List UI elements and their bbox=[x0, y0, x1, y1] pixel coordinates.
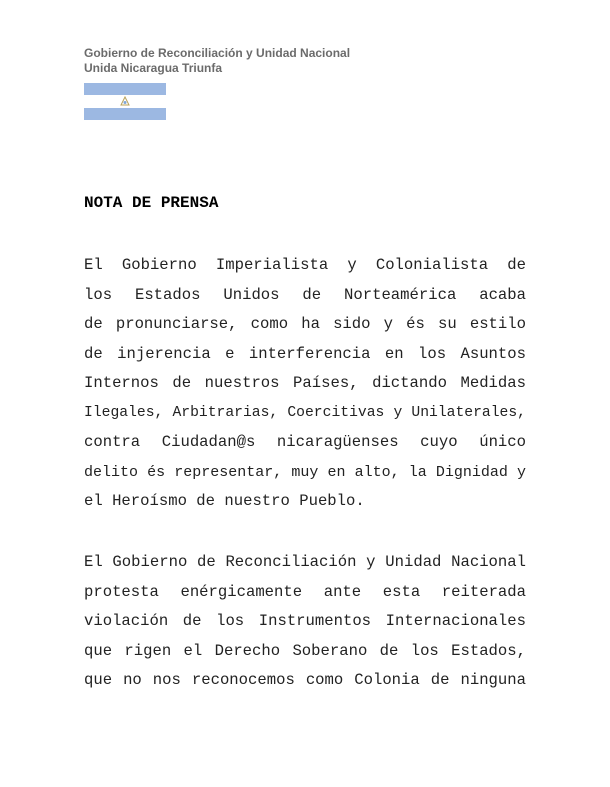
flag-emblem-icon bbox=[120, 96, 130, 106]
paragraph-line: protesta enérgicamente ante esta reiterada bbox=[84, 582, 526, 601]
nicaragua-flag-icon bbox=[84, 83, 166, 120]
paragraph-line: que rigen el Derecho Soberano de los Estados, bbox=[84, 641, 526, 660]
paragraph-line: de pronunciarse, como ha sido y és su estilo bbox=[84, 315, 526, 333]
press-release-title: NOTA DE PRENSA bbox=[84, 194, 219, 212]
paragraph-line: El Gobierno Imperialista y Colonialista de bbox=[84, 256, 526, 274]
letterhead-government-name: Gobierno de Reconciliación y Unidad Nacional bbox=[84, 46, 351, 60]
paragraph-line: El Gobierno de Reconciliación y Unidad Nacional bbox=[84, 553, 526, 571]
paragraph-line: Ilegales, Arbitrarias, Coercitivas y Unilaterales, bbox=[84, 404, 526, 421]
paragraph-line: violación de los Instrumentos Internacionales bbox=[84, 612, 526, 630]
paragraph-line: de injerencia e interferencia en los Asuntos bbox=[84, 344, 526, 363]
paragraph-line: delito és representar, muy en alto, la Dignidad y bbox=[84, 463, 526, 481]
paragraph-line: contra Ciudadan@s nicaragüenses cuyo único bbox=[84, 433, 526, 451]
paragraph-line: el Heroísmo de nuestro Pueblo. bbox=[84, 492, 365, 510]
flag-band-top bbox=[84, 83, 166, 95]
paragraph-line: que no nos reconocemos como Colonia de ninguna bbox=[84, 671, 526, 689]
flag-band-bottom bbox=[84, 108, 166, 120]
letterhead bbox=[84, 46, 350, 76]
paragraph-1 bbox=[84, 251, 526, 517]
letterhead-slogan: Unida Nicaragua Triunfa bbox=[84, 61, 223, 75]
flag-band-middle bbox=[84, 95, 166, 107]
paragraph-line: los Estados Unidos de Norteamérica acaba bbox=[84, 285, 526, 304]
paragraph-2 bbox=[84, 548, 526, 696]
paragraph-line: Internos de nuestros Países, dictando Medidas bbox=[84, 374, 526, 392]
